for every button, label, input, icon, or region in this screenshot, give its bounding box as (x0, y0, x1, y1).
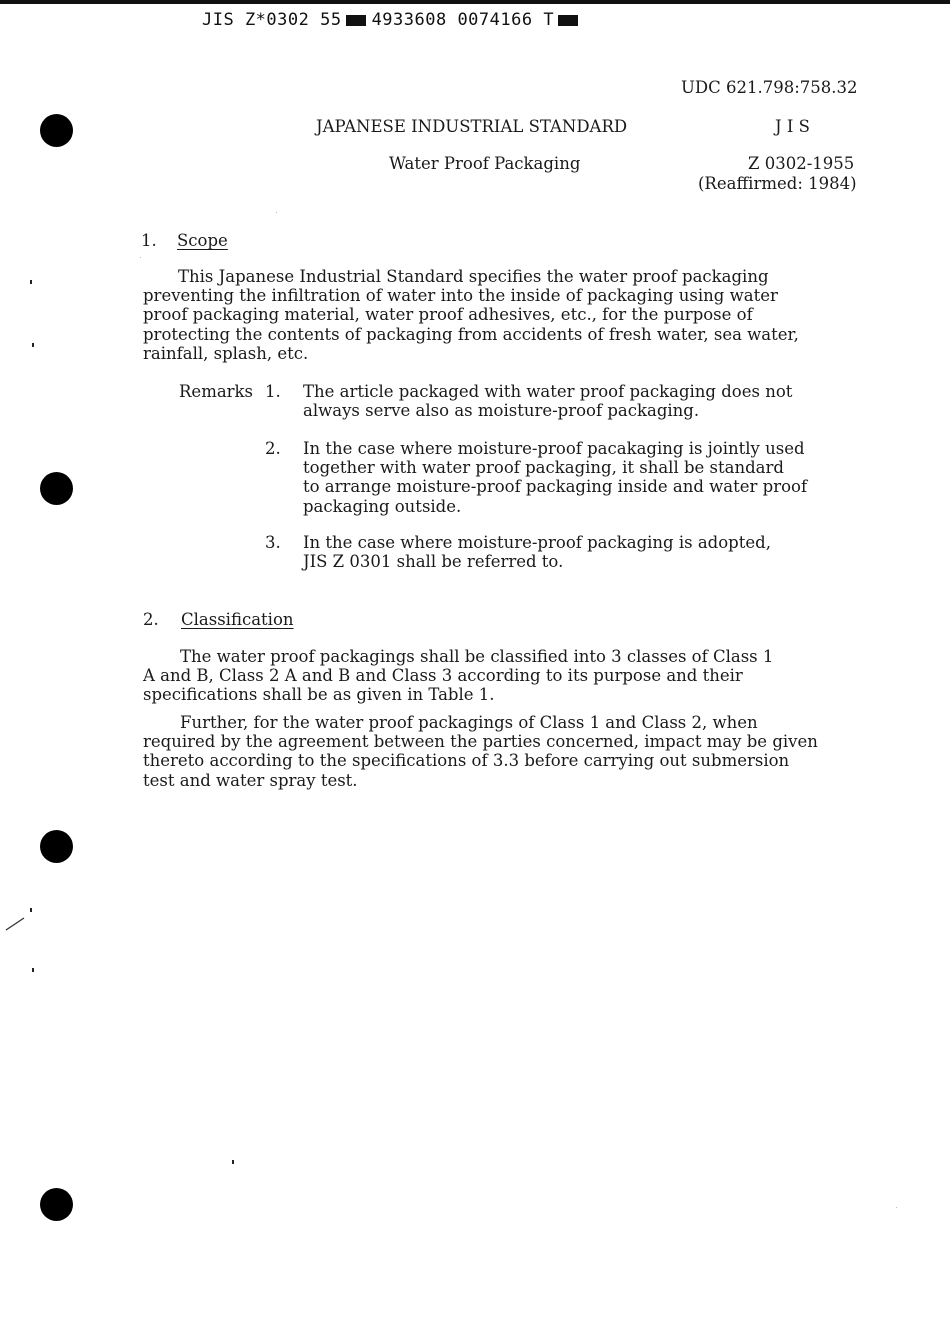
text-line: The article packaged with water proof packaging does not (303, 382, 793, 401)
text-line: In the case where moisture-proof packaging is adopted, (303, 533, 771, 552)
jis-mark: J I S (775, 117, 810, 136)
remark-3-number: 3. (265, 533, 281, 552)
scan-dot (140, 257, 141, 258)
reaffirmed-note: (Reaffirmed: 1984) (698, 174, 857, 193)
scan-dot (276, 212, 277, 213)
text-line: This Japanese Industrial Standard specifies the water proof packaging (178, 267, 769, 286)
text-line: In the case where moisture-proof pacakaging is jointly used (303, 439, 805, 458)
remarks-label: Remarks (179, 382, 254, 401)
text-line: always serve also as moisture-proof packaging. (303, 401, 700, 421)
punch-hole-icon (40, 830, 73, 863)
text-line: The water proof packagings shall be classified into 3 classes of Class 1 (180, 647, 774, 666)
scan-speck (30, 280, 32, 284)
text-line: preventing the infiltration of water into the inside of packaging using water (143, 286, 778, 306)
text-line: protecting the contents of packaging from accidents of fresh water, sea water, (143, 324, 799, 344)
scan-speck (232, 1160, 234, 1164)
remark-1-text (303, 382, 792, 420)
scan-dot (896, 1207, 897, 1208)
remark-2-text (303, 439, 807, 516)
remark-3-text (303, 533, 771, 571)
text-line: rainfall, splash, etc. (143, 343, 309, 363)
punch-hole-icon (40, 114, 73, 147)
section-1-number: 1. (141, 231, 157, 250)
punch-hole-icon (40, 1188, 73, 1221)
scan-speck (30, 908, 32, 912)
section-2-title: Classification (181, 610, 294, 629)
scope-paragraph (143, 267, 799, 363)
scan-top-edge (0, 0, 950, 4)
catalog-number: 4933608 0074166 T (371, 10, 555, 30)
catalog-line (202, 9, 584, 31)
text-line: thereto according to the specifications of 3.3 before carrying out submersion (143, 751, 790, 771)
text-line: Further, for the water proof packagings of Class 1 and Class 2, when (180, 713, 758, 732)
text-line: to arrange moisture-proof packaging inside and water proof (303, 477, 808, 497)
classification-paragraph-1 (143, 647, 773, 705)
barcode-block-icon (558, 15, 578, 26)
scan-speck (32, 968, 34, 972)
text-line: JIS Z 0301 shall be referred to. (303, 552, 564, 572)
punch-hole-icon (40, 472, 73, 505)
text-line: A and B, Class 2 A and B and Class 3 according to its purpose and their (143, 666, 743, 686)
catalog-code: JIS Z*0302 55 (202, 10, 342, 30)
text-line: specifications shall be as given in Table 1. (143, 685, 495, 705)
remark-1-number: 1. (265, 382, 281, 401)
section-2-number: 2. (143, 610, 159, 629)
text-line: test and water spray test. (143, 770, 358, 790)
text-line: proof packaging material, water proof adhesives, etc., for the purpose of (143, 305, 753, 325)
classification-paragraph-2 (143, 713, 818, 790)
document-title: Water Proof Packaging (389, 154, 581, 173)
section-1-title: Scope (177, 231, 228, 250)
text-line: required by the agreement between the parties concerned, impact may be given (143, 732, 818, 752)
text-line: packaging outside. (303, 496, 462, 516)
standard-number: Z 0302-1955 (748, 154, 855, 173)
scan-mark-icon (4, 912, 26, 932)
udc-number: UDC 621.798:758.32 (681, 78, 858, 97)
standard-title: JAPANESE INDUSTRIAL STANDARD (316, 117, 628, 136)
text-line: together with water proof packaging, it shall be standard (303, 458, 784, 478)
barcode-block-icon (346, 15, 366, 26)
remark-2-number: 2. (265, 439, 281, 458)
scan-speck (32, 343, 34, 347)
